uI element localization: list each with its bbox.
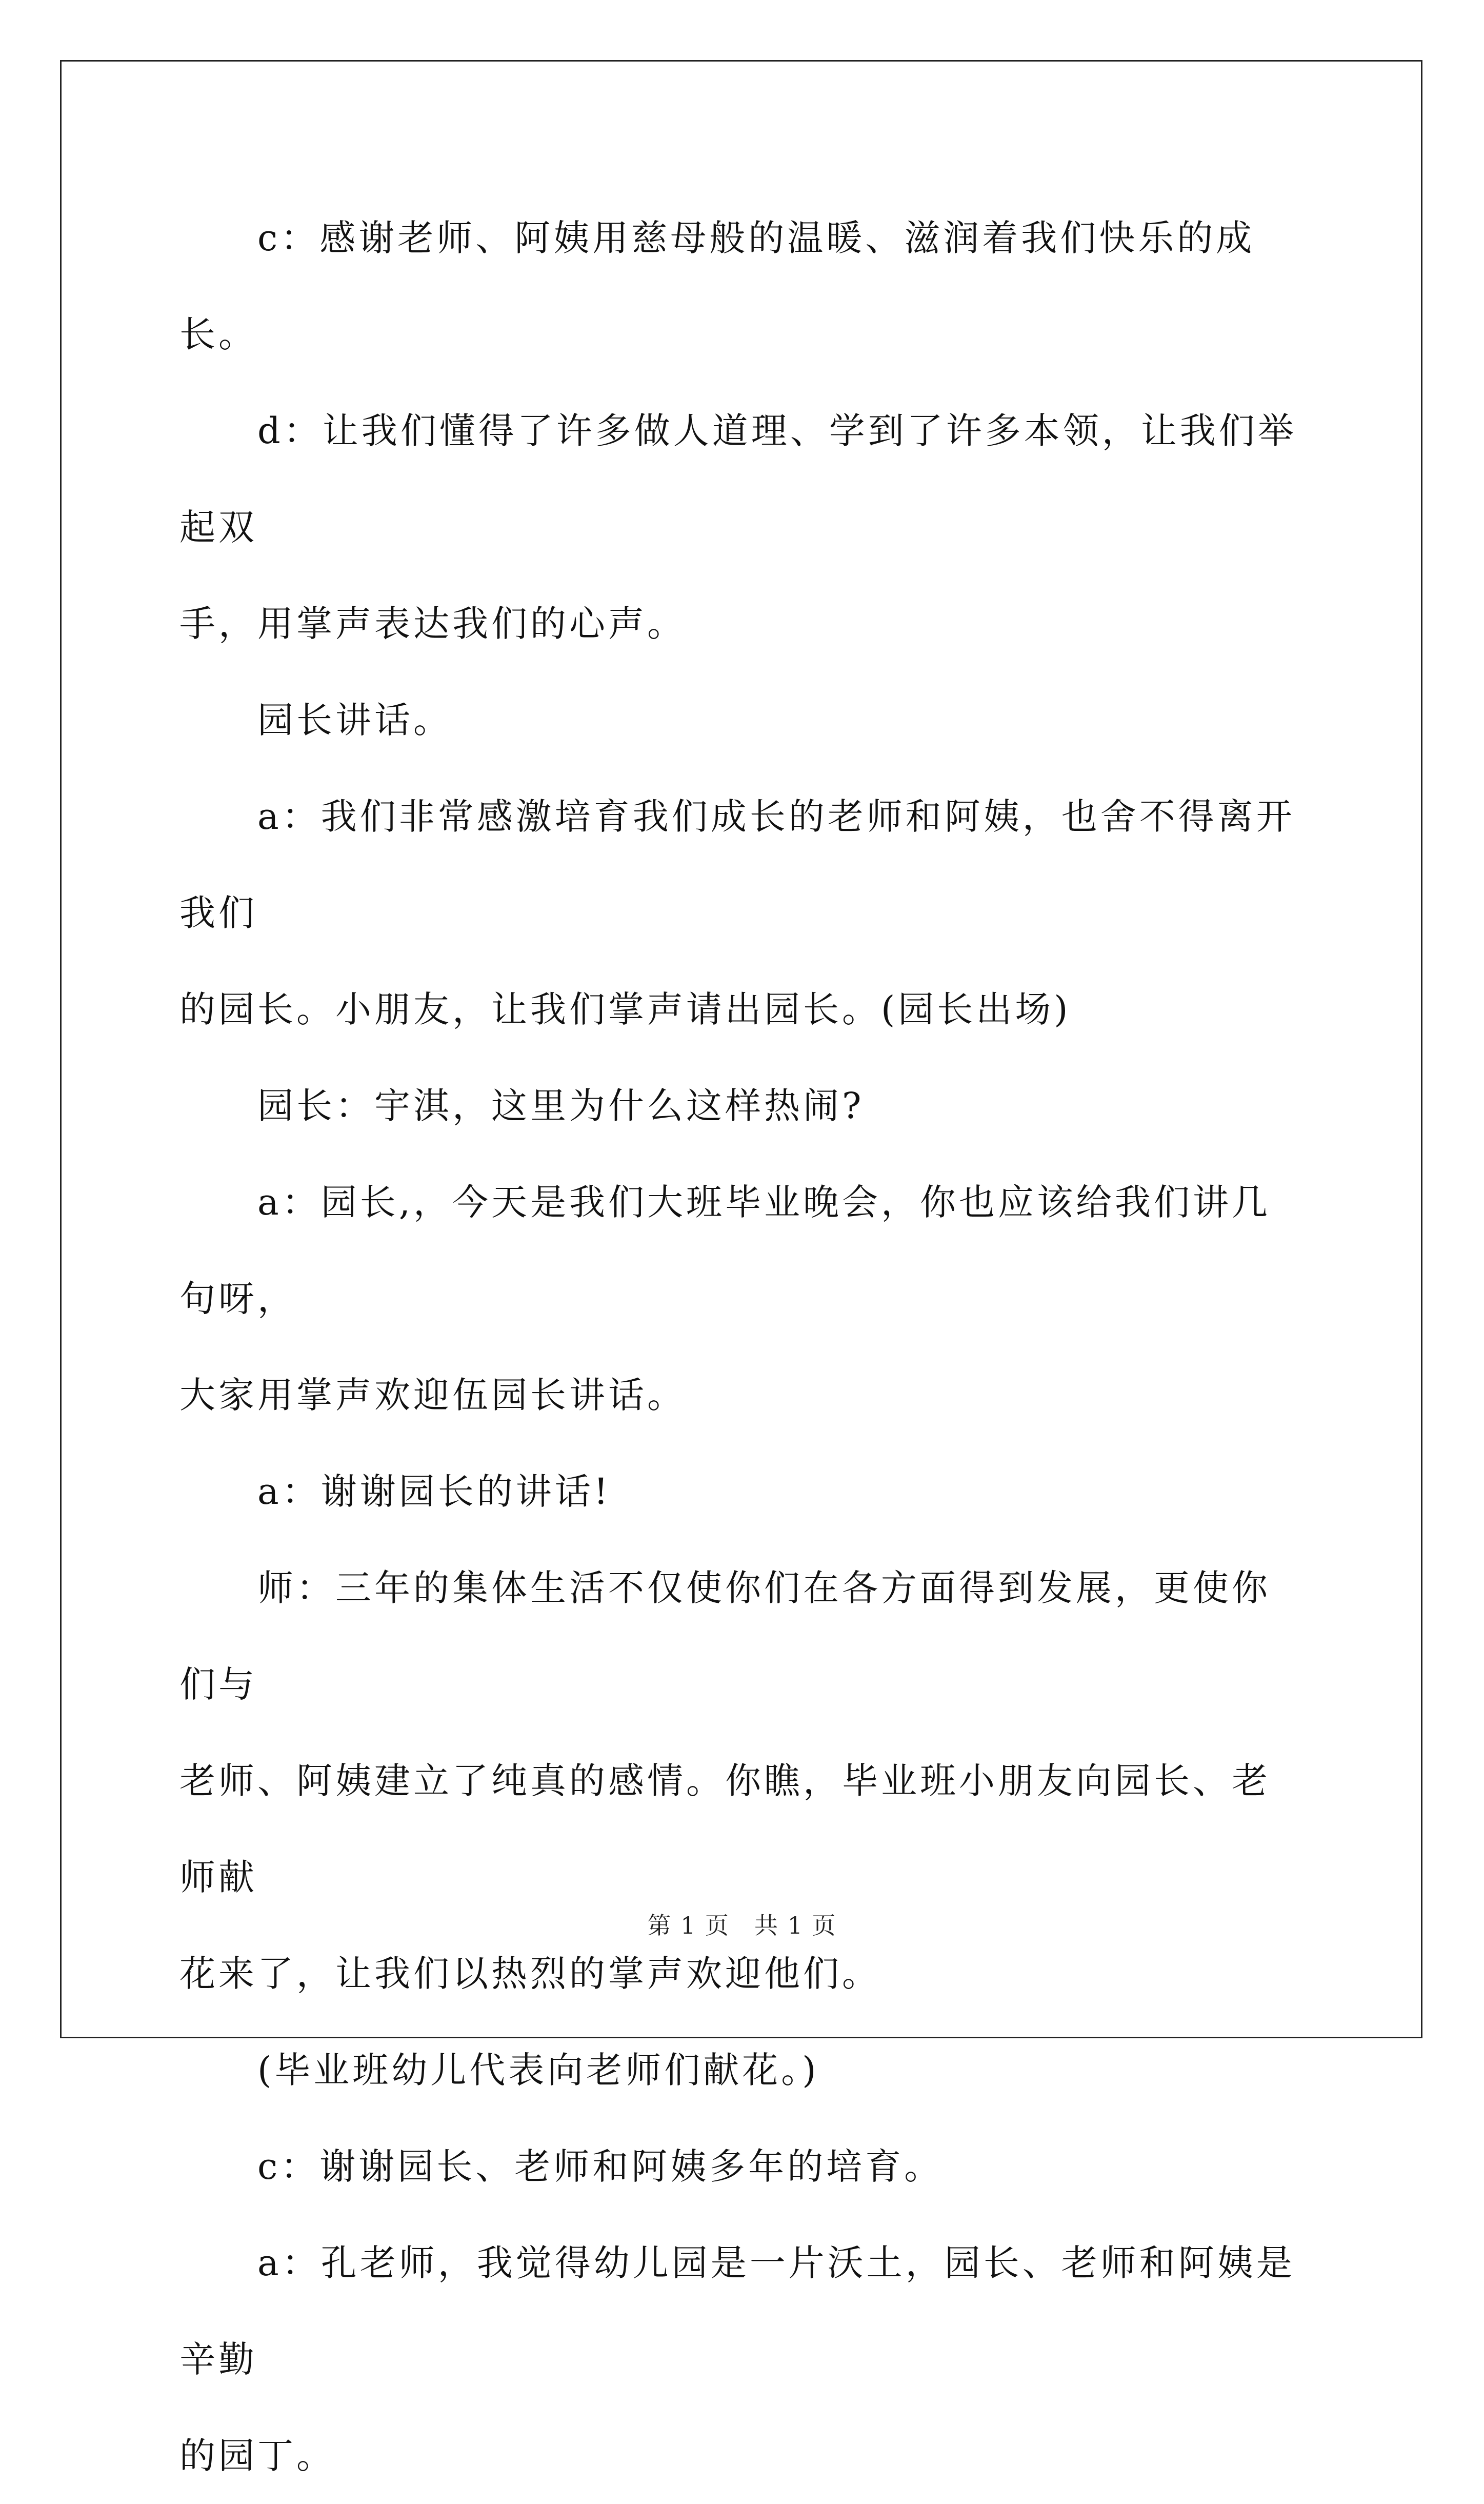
paragraph-line: 的园丁。 xyxy=(179,2435,335,2477)
paragraph-line: 的园长。小朋友，让我们掌声请出园长。(园长出场) xyxy=(179,988,1071,1030)
paragraph-line: c：感谢老师、阿姨用慈母般的温暖、滋润着我们快乐的成长。 xyxy=(179,217,1255,355)
paragraph-line: a：我们非常感激培育我们成长的老师和阿姨，也舍不得离开我们 xyxy=(179,796,1295,934)
paragraph-line: d：让我们懂得了许多做人道理、学到了许多本领，让我们举起双 xyxy=(179,410,1297,548)
paragraph-line: 手，用掌声表达我们的心声。 xyxy=(179,603,686,645)
paragraph-line: (毕业班幼儿代表向老师们献花。) xyxy=(257,2049,819,2091)
page-number-footer: 第 1 页 共 1 页 xyxy=(647,1912,837,1939)
paragraph-line: a：园长,，今天是我们大班毕业晚会，你也应该给我们讲几句呀， xyxy=(179,1181,1271,1320)
paragraph-line: a：孔老师，我觉得幼儿园是一片沃土，园长、老师和阿姨是辛勤 xyxy=(179,2242,1295,2380)
paragraph-line: 园长讲话。 xyxy=(257,699,452,741)
paragraph-line: c：谢谢园长、老师和阿姨多年的培育。 xyxy=(257,2145,944,2188)
paragraph-line: 园长：宇淇，这里为什么这样热闹? xyxy=(257,1085,865,1127)
paragraph-line: 大家用掌声欢迎伍园长讲话。 xyxy=(179,1374,686,1416)
paragraph-line: 师：三年的集体生活不仅使你们在各方面得到发展，更使你们与 xyxy=(179,1567,1271,1705)
document-body xyxy=(179,190,1308,2504)
paragraph-line: 老师、阿姨建立了纯真的感情。你瞧，毕业班小朋友向园长、老师献 xyxy=(179,1760,1271,1898)
paragraph-line: a：谢谢园长的讲话! xyxy=(257,1470,611,1513)
paragraph-line: 花来了，让我们以热烈的掌声欢迎他们。 xyxy=(179,1953,881,1995)
